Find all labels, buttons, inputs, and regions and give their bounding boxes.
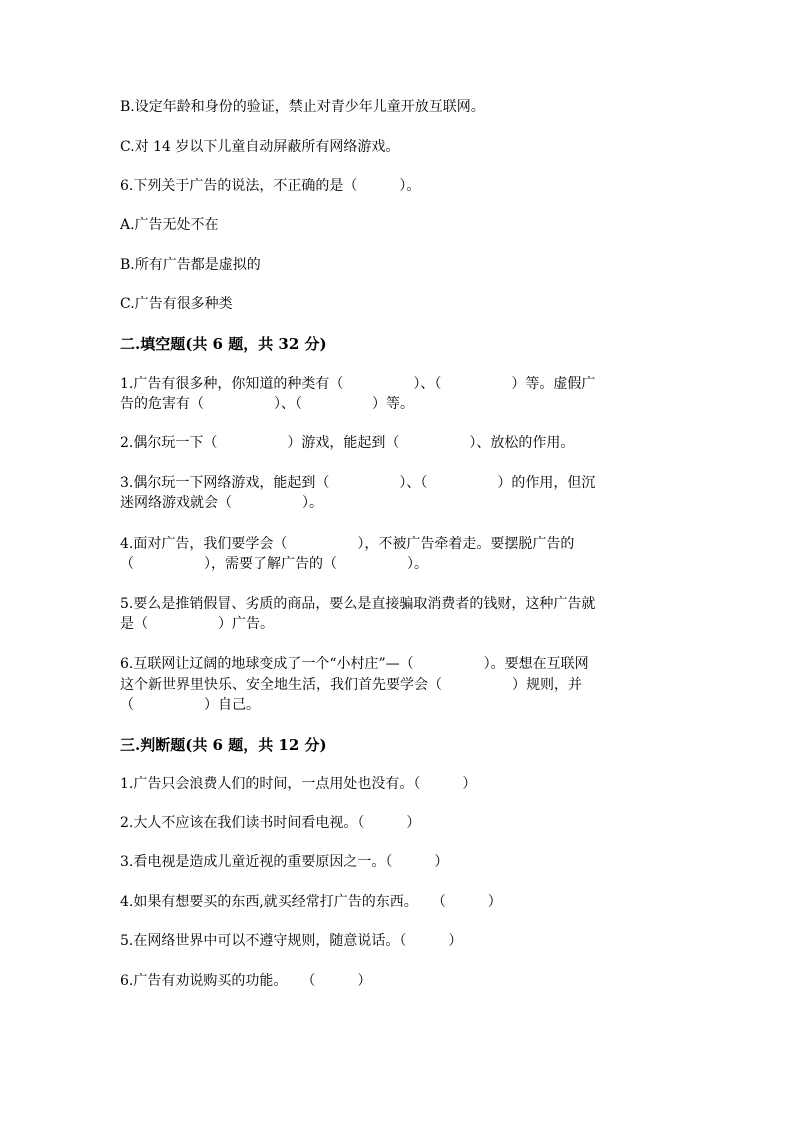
fill-q2: 2.偶尔玩一下（ ）游戏，能起到（ ）、放松的作用。 [120, 435, 575, 451]
fill-q1-line2: 告的危害有（ ）、（ ）等。 [120, 396, 414, 412]
judge-q1: 1.广告只会浪费人们的时间，一点用处也没有。（ ） [120, 776, 477, 792]
judge-q6: 6.广告有劝说购买的功能。 （ ） [120, 973, 372, 989]
judge-q2: 2.大人不应该在我们读书时间看电视。（ ） [120, 815, 421, 831]
section-heading-true-false: 三.判断题(共 6 题，共 12 分) [120, 736, 327, 754]
option-a-ads-everywhere: A.广告无处不在 [120, 217, 219, 233]
judge-q4: 4.如果有想要买的东西,就买经常打广告的东西。 （ ） [120, 894, 502, 910]
question-6-ads-incorrect: 6.下列关于广告的说法，不正确的是（ ）。 [120, 178, 421, 194]
fill-q5-line2: 是（ ）广告。 [120, 616, 274, 632]
fill-q6-line2: 这个新世界里快乐、安全地生活，我们首先要学会（ ）规则，并 [120, 677, 582, 693]
fill-q6-line1: 6.互联网让辽阔的地球变成了一个“小村庄”—（ ）。要想在互联网 [120, 656, 589, 672]
judge-q3: 3.看电视是造成儿童近视的重要原因之一。（ ） [120, 854, 449, 870]
fill-q3-line2: 迷网络游戏就会（ ）。 [120, 495, 323, 511]
fill-q6-line3: （ ）自己。 [120, 697, 260, 713]
fill-q3-line1: 3.偶尔玩一下网络游戏，能起到（ ）、（ ）的作用，但沉 [120, 475, 596, 491]
fill-q1-line1: 1.广告有很多种，你知道的种类有（ ）、（ ）等。虚假广 [120, 376, 596, 392]
fill-q4-line1: 4.面对广告，我们要学会（ ），不被广告牵着走。要摆脱广告的 [120, 536, 575, 552]
fill-q5-line1: 5.要么是推销假冒、劣质的商品，要么是直接骗取消费者的钱财，这种广告就 [120, 596, 596, 612]
option-c-block-games: C.对 14 岁以下儿童自动屏蔽所有网络游戏。 [120, 139, 400, 155]
option-b-ads-virtual: B.所有广告都是虚拟的 [120, 257, 261, 273]
fill-q4-line2: （ ），需要了解广告的（ ）。 [120, 556, 428, 572]
judge-q5: 5.在网络世界中可以不遵守规则，随意说话。（ ） [120, 933, 463, 949]
option-b-age-verification: B.设定年龄和身份的验证，禁止对青少年儿童开放互联网。 [120, 99, 485, 115]
option-c-ads-types: C.广告有很多种类 [120, 296, 233, 312]
section-heading-fill-blank: 二.填空题(共 6 题，共 32 分) [120, 335, 327, 353]
